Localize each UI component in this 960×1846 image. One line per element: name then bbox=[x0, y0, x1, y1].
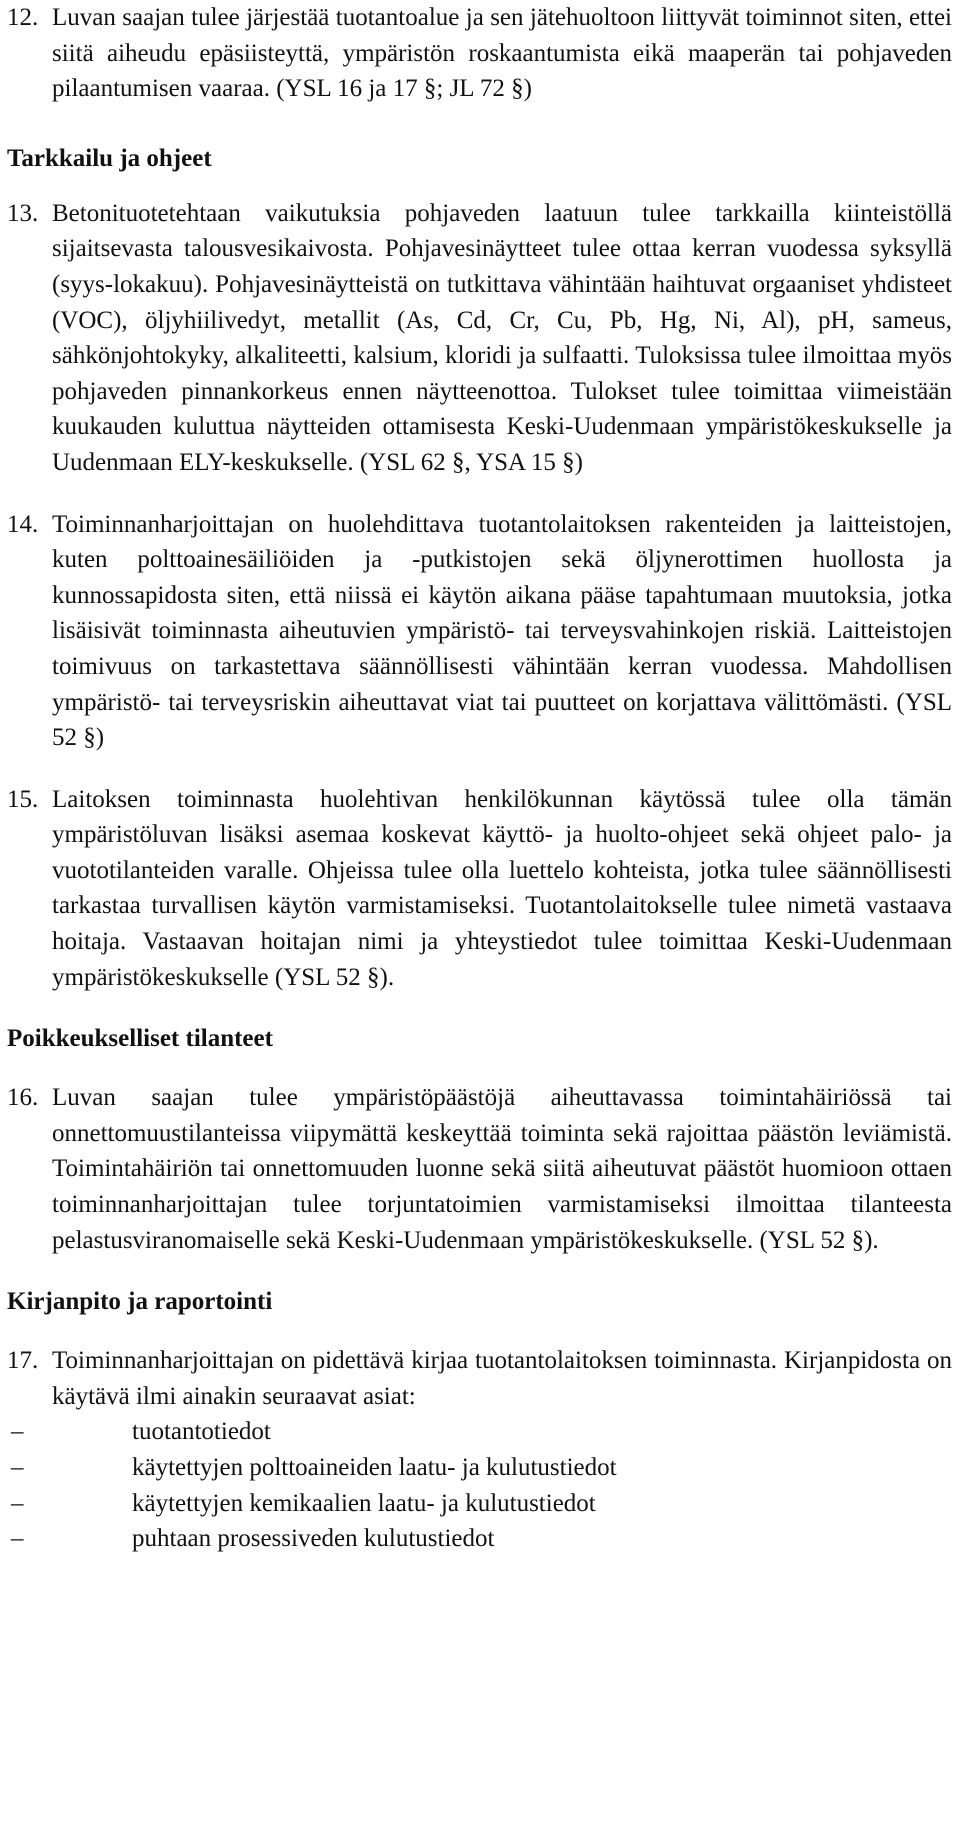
dash-marker: – bbox=[11, 1525, 24, 1553]
paragraph-text: Laitoksen toiminnasta huolehtivan henkilökunnan käytössä tulee olla tämän ympäristöluvan lisäksi asemaa koskevat käyttö- ja huolto-ohjeet sekä ohjeet palo- ja vuototilanteiden varalle. Ohjeissa tulee olla luettelo kohteista, jotka tulee säännöllisesti tarkastaa turvallisen käytön varmistamiseksi. Tuotantolaitokselle tulee nimetä vastaava hoitaja. Vastaavan hoitajan nimi ja yhteystiedot tulee toimittaa Keski-Uudenmaan ympäristökeskukselle (YSL 52 §). bbox=[52, 785, 952, 991]
paragraph-number: 12. bbox=[7, 4, 39, 31]
paragraph-text: Luvan saajan tulee ympäristöpäästöjä aiheuttavassa toimintahäiriössä tai onnettomuustilanteissa viipymättä keskeyttää toiminta sekä rajoittaa päästön leviämistä. Toimintahäiriön tai onnettomuuden luonne sekä siitä aiheutuvat päästöt huomioon ottaen toiminnanharjoittajan tulee torjuntatoimien varmistamiseksi ilmoittaa tilanteesta pelastusviranomaiselle sekä Keski-Uudenmaan ympäristökeskukselle. (YSL 52 §). bbox=[52, 1084, 952, 1254]
paragraph-number: 15. bbox=[7, 785, 39, 813]
paragraph-16 bbox=[7, 1080, 952, 1258]
section-heading-tarkkailu: Tarkkailu ja ohjeet bbox=[7, 144, 212, 172]
paragraph-number: 13. bbox=[7, 199, 39, 227]
paragraph-text: Betonituotetehtaan vaikutuksia pohjaveden laatuun tulee tarkkailla kiinteistöllä sijaitsevasta talousvesikaivosta. Pohjavesinäytteet tulee ottaa kerran vuodessa syksyllä (syys-lokakuu). Pohjavesinäytteistä on tutkittava vähintään haihtuvat orgaaniset yhdisteet (VOC), öljyhiilivedyt, metallit (As, Cd, Cr, Cu, Pb, Hg, Ni, Al), pH, sameus, sähkönjohtokyky, alkaliteetti, kalsium, kloridi ja sulfaatti. Tuloksissa tulee ilmoittaa myös pohjaveden pinnankorkeus ennen näytteenottoa. Tulokset tulee toimittaa viimeistään kuukauden kuluttua näytteiden ottamisesta Keski-Uudenmaan ympäristökeskukselle ja Uudenmaan ELY-keskukselle. (YSL 62 §, YSA 15 §) bbox=[52, 199, 952, 476]
document-flow bbox=[7, 0, 952, 1557]
paragraph-number: 17. bbox=[7, 1347, 39, 1375]
paragraph-number: 14. bbox=[7, 510, 39, 538]
list-item bbox=[7, 1521, 952, 1557]
list-item bbox=[7, 1450, 952, 1486]
paragraph-number: 16. bbox=[7, 1084, 39, 1112]
dash-marker: – bbox=[11, 1489, 24, 1517]
paragraph-12 bbox=[7, 0, 952, 107]
dash-marker: – bbox=[11, 1454, 24, 1481]
section-heading-kirjanpito: Kirjanpito ja raportointi bbox=[7, 1288, 273, 1316]
paragraph-text: Toiminnanharjoittajan on pidettävä kirjaa tuotantolaitoksen toiminnasta. Kirjanpidosta on käytävä ilmi ainakin seuraavat asiat: bbox=[52, 1347, 952, 1410]
list-item-text: tuotantotiedot bbox=[132, 1418, 271, 1446]
paragraph-text: Toiminnanharjoittajan on huolehdittava tuotantolaitoksen rakenteiden ja laitteistojen, kuten polttoainesäiliöiden ja -putkistojen sekä öljynerottimen huollosta ja kunnossapidosta siten, että niissä ei käytön aikana pääse tapahtumaan muutoksia, jotka lisäisivät toiminnasta aiheutuvien ympäristö- tai terveysvahinkojen riskiä. Laitteistojen toimivuus on tarkastettava säännöllisesti vähintään kerran vuodessa. Mahdollisen ympäristö- tai terveysriskin aiheuttavat viat tai puutteet on korjattava välittömästi. (YSL 52 §) bbox=[52, 510, 952, 752]
list-item bbox=[7, 1486, 952, 1522]
paragraph-15 bbox=[7, 782, 952, 996]
record-items-list bbox=[11, 1414, 952, 1556]
dash-marker: – bbox=[11, 1418, 24, 1446]
list-item-text: käytettyjen polttoaineiden laatu- ja kulutustiedot bbox=[132, 1454, 617, 1481]
list-item-text: käytettyjen kemikaalien laatu- ja kulutustiedot bbox=[132, 1489, 596, 1517]
section-heading-poikkeukselliset: Poikkeukselliset tilanteet bbox=[7, 1025, 273, 1053]
list-item bbox=[7, 1414, 952, 1450]
paragraph-text: Luvan saajan tulee järjestää tuotantoalue ja sen jätehuoltoon liittyvät toiminnot siten, ettei siitä aiheudu epäsiisteyttä, ympäristön roskaantumista eikä maaperän tai pohjaveden pilaantumisen vaaraa. (YSL 16 ja 17 §; JL 72 §) bbox=[52, 4, 952, 103]
paragraph-14 bbox=[7, 507, 952, 756]
paragraph-17 bbox=[7, 1343, 952, 1557]
paragraph-13 bbox=[7, 196, 952, 481]
list-item-text: puhtaan prosessiveden kulutustiedot bbox=[132, 1525, 495, 1553]
